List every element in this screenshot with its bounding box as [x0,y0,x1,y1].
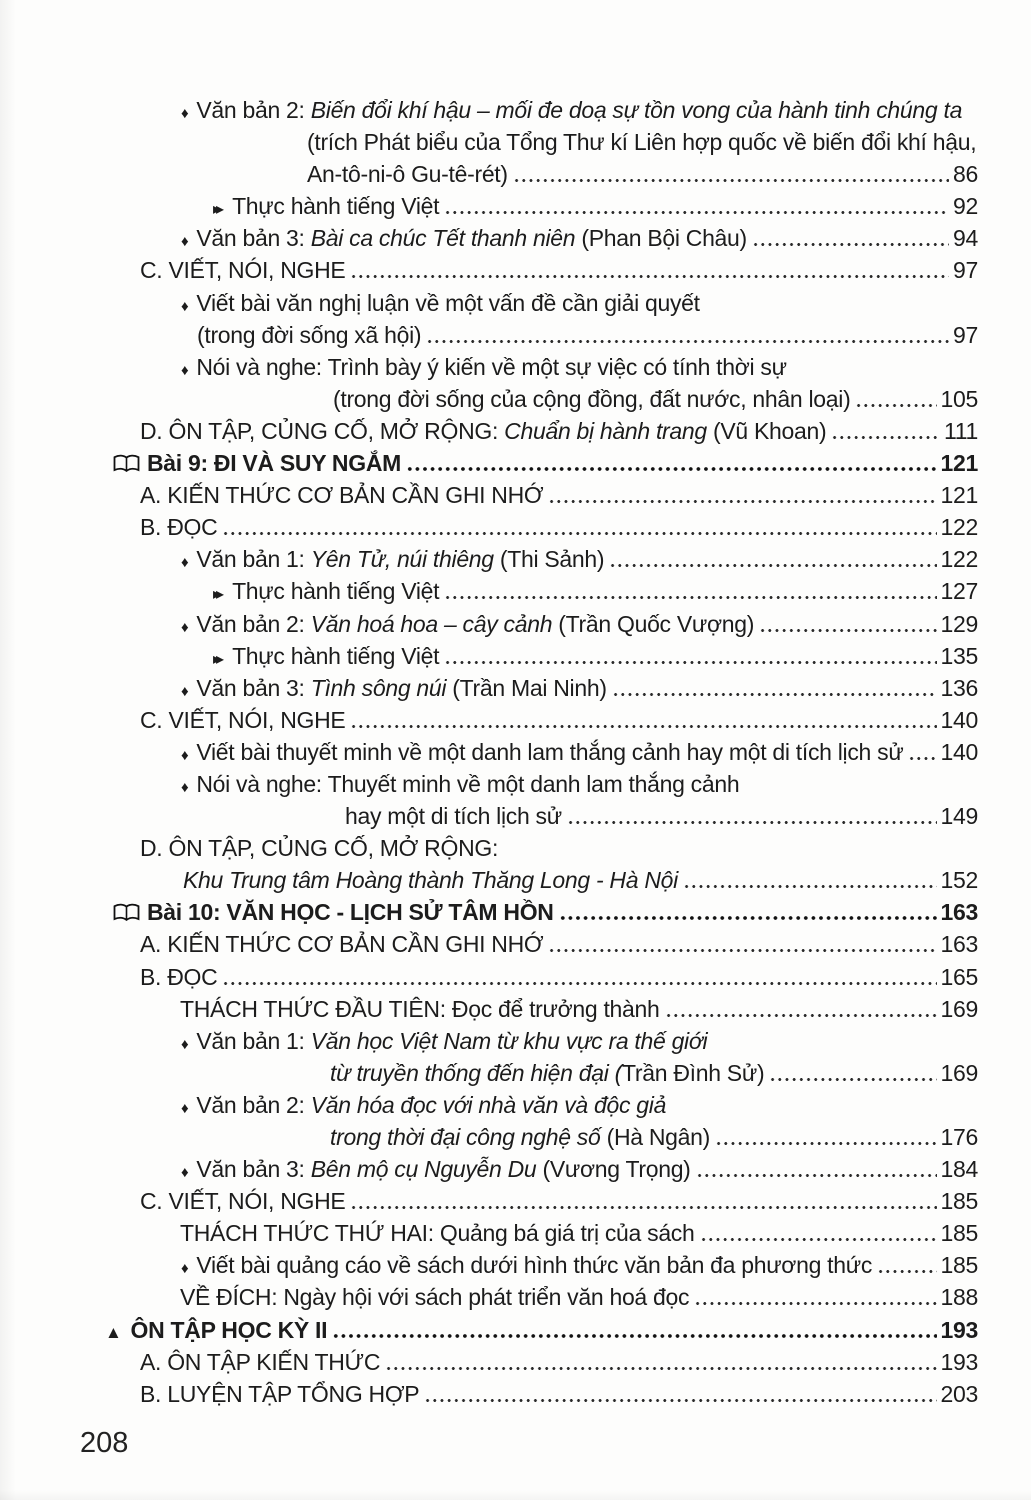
toc-entry-text: Khu Trung tâm Hoàng thành Thăng Long - Hà Nội [183,867,678,894]
toc-page-number: 163 [940,899,978,926]
open-book-icon [113,447,140,479]
toc-entry-text: (trong đời sống xã hội) [197,321,422,348]
diamond-bullet-icon: ♦ [181,554,189,572]
dot-leader [831,436,940,439]
toc-entry-text: Thực hành tiếng Việt [232,578,440,605]
double-arrow-icon: ▸▸ [213,201,220,219]
toc-page-number: 152 [940,867,978,894]
dot-leader [444,211,949,214]
diamond-bullet-icon: ♦ [181,361,189,379]
toc-entry-text: Nói và nghe: Thuyết minh về một danh lam thắng cảnh [196,770,740,797]
toc-entry-text: Viết bài thuyết minh về một danh lam thắng cảnh hay một di tích lịch sử [196,738,904,765]
toc-page-number: 92 [953,193,978,220]
toc-page-number: 188 [940,1284,978,1311]
dot-leader [385,1367,936,1370]
toc-page-number: 121 [940,450,978,477]
toc-row [0,287,1031,319]
toc-page-number: 165 [940,963,978,990]
toc-row [0,158,1031,190]
dot-leader [567,821,937,824]
dot-leader [694,1302,936,1305]
toc-page-number: 105 [940,385,978,412]
toc-entry-text: Thực hành tiếng Việt [232,642,440,669]
double-arrow-icon: ▸▸ [213,586,220,604]
toc-row [0,575,1031,607]
toc-row [0,1121,1031,1153]
toc-entry-text: C. VIẾT, NÓI, NGHE [140,706,346,733]
toc-row [0,800,1031,832]
dot-leader [609,564,936,567]
diamond-bullet-icon: ♦ [181,105,189,122]
toc-entry-text: D. ÔN TẬP, CỦNG CỐ, MỞ RỘNG: [140,835,499,862]
toc-page-number: 193 [940,1316,978,1343]
toc-entry-text: Văn bản 2: Văn hóa đọc với nhà văn và độc giả [196,1091,667,1118]
toc-page-number: 193 [940,1348,978,1375]
dot-leader [406,467,937,471]
toc-page-number: 86 [953,161,978,188]
toc-page-number: 149 [940,803,978,830]
dot-leader [426,340,949,343]
toc-page-number: 122 [940,546,978,573]
toc-entry-text: An-tô-ni-ô Gu-tê-rét) [307,161,508,188]
toc-row [0,832,1031,864]
toc-row [0,351,1031,383]
toc-entry-text: ÔN TẬP HỌC KỲ II [130,1316,328,1343]
toc-entry-text: Văn bản 1: Văn học Việt Nam từ khu vực ra thế giới [196,1027,708,1054]
diamond-bullet-icon: ♦ [181,746,189,764]
dot-leader [548,949,936,952]
dot-leader [350,275,949,278]
toc-entry-text: C. VIẾT, NÓI, NGHE [140,1188,346,1215]
toc-page-number: 185 [940,1188,978,1215]
toc-row [0,319,1031,351]
dot-leader [769,1078,936,1081]
toc-entry-text: Văn bản 3: Bên mộ cụ Nguyễn Du (Vương Trọng) [196,1156,691,1183]
diamond-bullet-icon: ♦ [181,233,189,251]
toc-row [0,254,1031,286]
toc-row [0,640,1031,672]
dot-leader [513,179,949,182]
toc-row [0,1249,1031,1281]
toc-entry-text: A. KIẾN THỨC CƠ BẢN CẦN GHI NHỚ [140,931,544,958]
toc-page-number: 163 [940,931,978,958]
toc-row [0,1057,1031,1089]
toc-entry-text: (trích Phát biểu của Tổng Thư kí Liên hợp quốc về biến đổi khí hậu, [307,129,977,156]
toc-page-number: 97 [953,257,978,284]
dot-leader [877,1270,936,1273]
dot-leader [696,1174,937,1177]
toc-entry-text: Văn bản 3: Bài ca chúc Tết thanh niên (Phan Bội Châu) [196,225,747,252]
toc-row [0,415,1031,447]
toc-page-number: 94 [953,225,978,252]
toc-page-number: 121 [940,482,978,509]
toc-row [0,1281,1031,1313]
toc-page-number: 169 [940,1059,978,1086]
toc-row [0,1378,1031,1410]
diamond-bullet-icon: ♦ [181,297,189,315]
double-arrow-icon: ▸▸ [213,650,220,668]
toc-row [0,896,1031,928]
dot-leader [700,1238,937,1241]
toc-page-number: 97 [953,321,978,348]
diamond-bullet-icon: ♦ [181,618,189,636]
toc-page-number: 135 [940,642,978,669]
toc-row [0,1185,1031,1217]
toc-row [0,1025,1031,1057]
toc-row [0,704,1031,736]
toc-entry-text: Văn bản 2: Biến đổi khí hậu – mối đe doạ sự tồn vong của hành tinh chúng ta [196,97,963,123]
diamond-bullet-icon: ♦ [181,1164,189,1182]
dot-leader [424,1399,936,1402]
dot-leader [665,1014,937,1017]
toc-row [0,222,1031,254]
toc-entry-text: hay một di tích lịch sử [345,803,562,830]
toc-row [0,672,1031,704]
toc-entry-text: Viết bài văn nghị luận về một vấn đề cần giải quyết [196,289,700,316]
diamond-bullet-icon: ♦ [181,1099,189,1117]
toc-entry-text: A. ÔN TẬP KIẾN THỨC [140,1348,381,1375]
toc-entry-text: Văn bản 3: Tình sông núi (Trần Mai Ninh) [196,674,607,701]
toc-row [0,1153,1031,1185]
toc-entry-text: Bài 9: ĐI VÀ SUY NGẮM [147,450,401,477]
toc-page-number: 169 [940,995,978,1022]
dot-leader [350,725,936,728]
diamond-bullet-icon: ♦ [181,778,189,796]
footer-page-number: 208 [80,1427,129,1459]
dot-leader [350,1206,936,1209]
toc-page-number: 122 [940,514,978,541]
dot-leader [548,500,936,503]
toc-row [0,928,1031,960]
dot-leader [332,1334,936,1338]
toc-page-number: 140 [940,738,978,765]
dot-leader [855,404,936,407]
diamond-bullet-icon: ♦ [181,682,189,700]
triangle-icon: ▲ [105,1322,122,1342]
toc-row [0,736,1031,768]
toc-row [0,1089,1031,1121]
toc-entry-text: (trong đời sống của cộng đồng, đất nước, nhân loại) [333,385,851,412]
toc-row [0,1346,1031,1378]
toc-entry-text: Nói và nghe: Trình bày ý kiến về một sự việc có tính thời sự [196,353,787,380]
toc-row [0,768,1031,800]
toc-entry-text: THÁCH THỨC THỨ HAI: Quảng bá giá trị của sách [180,1220,695,1247]
toc-entry-text: B. LUYỆN TẬP TỔNG HỢP [140,1380,420,1407]
dot-leader [752,243,949,246]
toc-entry-text: B. ĐỌC [140,514,218,541]
toc-row [0,447,1031,479]
toc-entry-text: THÁCH THỨC ĐẦU TIÊN: Đọc để trưởng thành [180,995,660,1022]
dot-leader [222,982,936,985]
dot-leader [715,1142,937,1145]
toc-row [0,864,1031,896]
toc-entry-text: trong thời đại công nghệ số (Hà Ngân) [330,1124,710,1150]
toc-entry-text: B. ĐỌC [140,963,218,990]
toc-page-number: 127 [940,578,978,605]
dot-leader [444,596,936,599]
toc-page-number: 136 [940,674,978,701]
dot-leader [444,661,936,664]
toc-entry-text: Văn bản 1: Yên Tử, núi thiêng (Thi Sảnh) [196,546,605,573]
toc-entry-text: Văn bản 2: Văn hoá hoa – cây cảnh (Trần Quốc Vượng) [196,610,755,637]
toc-row [0,543,1031,575]
toc-page-number: 111 [943,417,978,444]
toc-entry-text: từ truyền thống đến hiện đại (Trần Đình Sử) [330,1059,765,1086]
toc-row [0,126,1031,158]
dot-leader [683,885,937,888]
table-of-contents [0,94,1031,1410]
toc-entry-text: Thực hành tiếng Việt [232,193,440,220]
toc-page-number: 129 [940,610,978,637]
dot-leader [908,757,936,760]
toc-row [0,993,1031,1025]
toc-row [0,383,1031,415]
diamond-bullet-icon: ♦ [181,1035,189,1053]
scan-edge-shading [0,1490,1031,1500]
toc-row [0,1217,1031,1249]
dot-leader [559,916,937,920]
toc-entry-text: Bài 10: VĂN HỌC - LỊCH SỬ TÂM HỒN [147,899,554,926]
toc-row [0,94,1031,126]
toc-row [0,608,1031,640]
diamond-bullet-icon: ♦ [181,1260,189,1278]
toc-page-number: 140 [940,706,978,733]
toc-row [0,511,1031,543]
dot-leader [612,693,937,696]
toc-page-number: 203 [940,1380,978,1407]
dot-leader [222,532,936,535]
dot-leader [759,629,936,632]
toc-page-number: 184 [940,1156,978,1183]
toc-page-number: 176 [940,1124,978,1150]
toc-entry-text: Viết bài quảng cáo về sách dưới hình thức văn bản đa phương thức [196,1252,873,1279]
toc-row [0,1314,1031,1346]
toc-row [0,190,1031,222]
toc-row [0,479,1031,511]
toc-entry-text: C. VIẾT, NÓI, NGHE [140,257,346,284]
toc-page-number: 185 [940,1220,978,1247]
toc-entry-text: A. KIẾN THỨC CƠ BẢN CẦN GHI NHỚ [140,482,544,509]
toc-entry-text: VỀ ĐÍCH: Ngày hội với sách phát triển văn hoá đọc [180,1284,690,1311]
open-book-icon [113,896,140,928]
toc-entry-text: D. ÔN TẬP, CỦNG CỐ, MỞ RỘNG: Chuẩn bị hành trang (Vũ Khoan) [140,417,827,444]
toc-page-number: 185 [940,1252,978,1279]
toc-row [0,961,1031,993]
